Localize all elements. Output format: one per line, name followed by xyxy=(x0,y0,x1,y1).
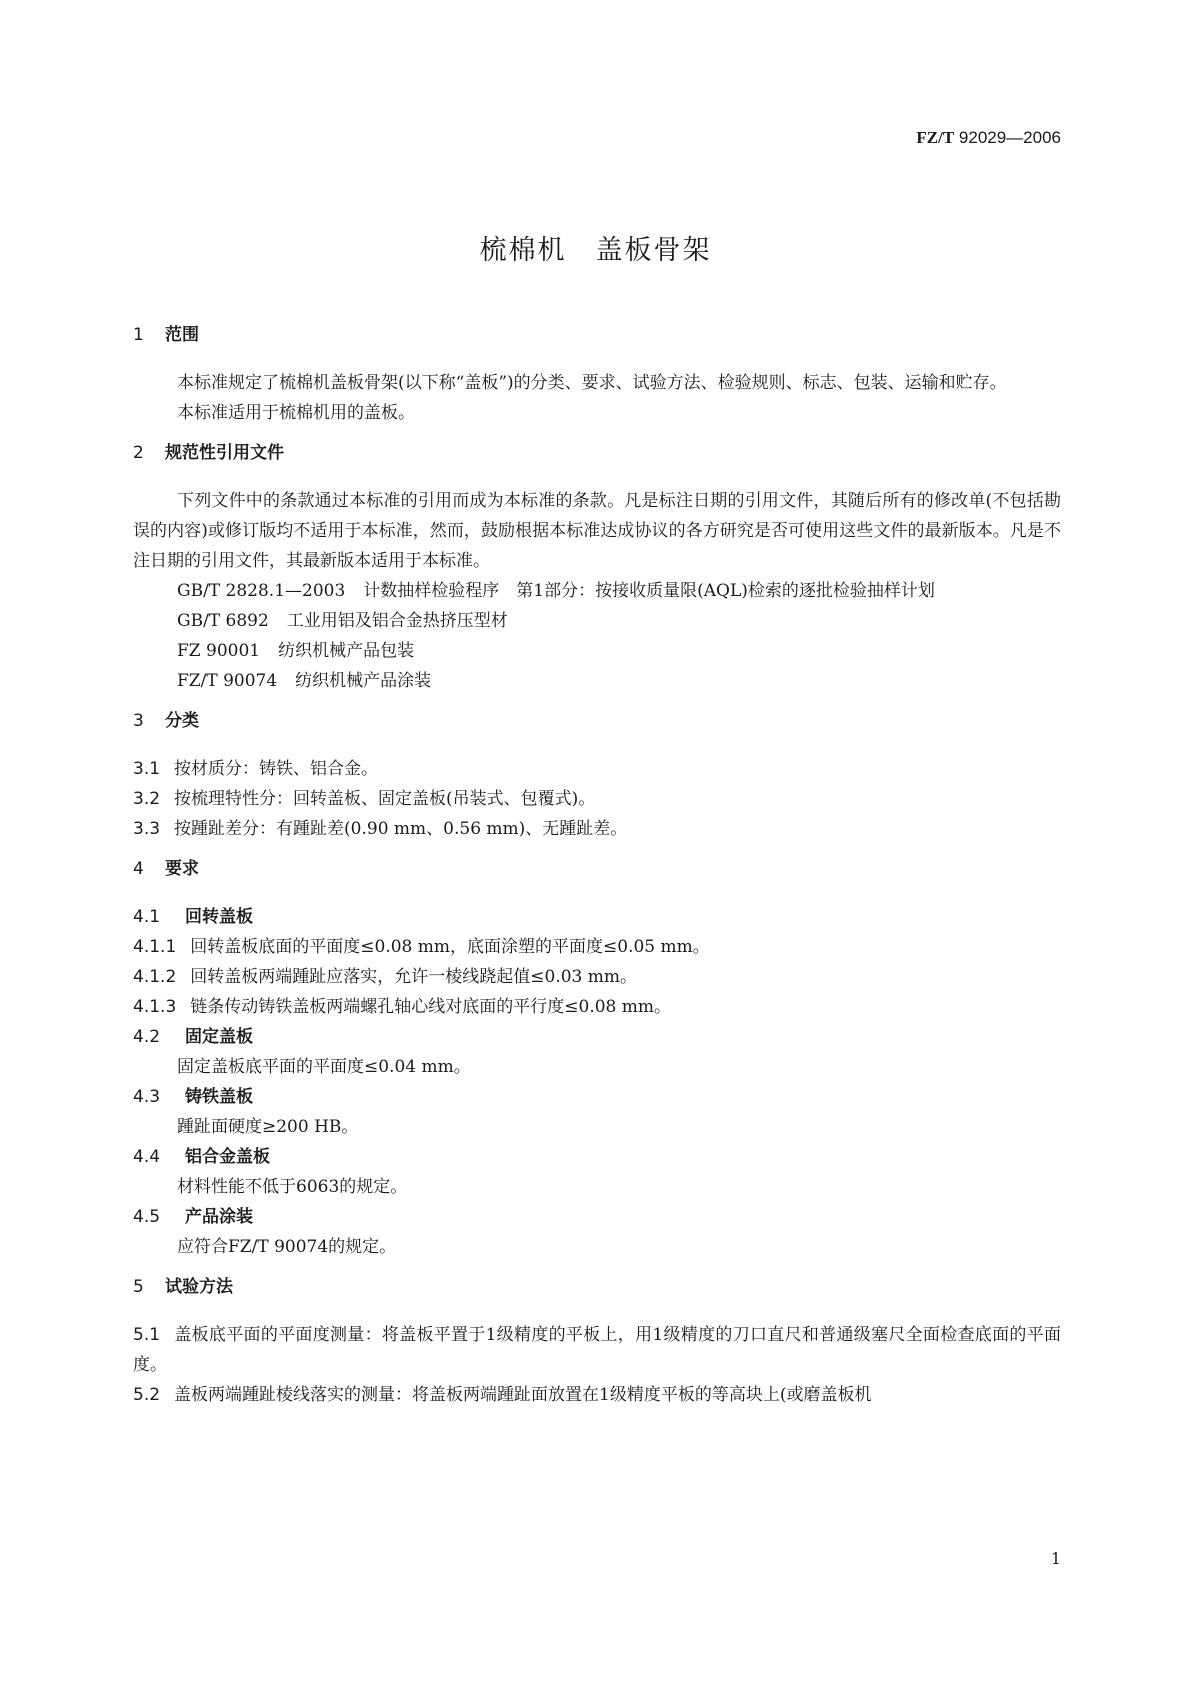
standard-number xyxy=(916,128,1061,148)
section-heading-3: 3 分类 xyxy=(133,711,199,731)
clause: 3.2 按梳理特性分：回转盖板、固定盖板(吊装式、包覆式)。 xyxy=(133,789,596,809)
clause: 4.1.3 链条传动铸铁盖板两端螺孔轴心线对底面的平行度≤0.08 mm。 xyxy=(133,997,672,1017)
clause: 3.3 按踵趾差分：有踵趾差(0.90 mm、0.56 mm)、无踵趾差。 xyxy=(133,819,628,839)
reference-item: FZ 90001 纺织机械产品包装 xyxy=(177,641,415,661)
clause: 4.1.1 回转盖板底面的平面度≤0.08 mm，底面涂塑的平面度≤0.05 mm。 xyxy=(133,937,710,957)
paragraph: 本标准规定了梳棉机盖板骨架(以下称“盖板”)的分类、要求、试验方法、检验规则、标志、包装、运输和贮存。 xyxy=(177,373,1007,393)
standard-code: 92029—2006 xyxy=(958,128,1061,147)
subsection-heading: 4.1 回转盖板 xyxy=(133,907,253,927)
subsection-heading: 4.4 铝合金盖板 xyxy=(133,1147,270,1167)
paragraph: 应符合FZ/T 90074的规定。 xyxy=(177,1237,397,1257)
paragraph: 材料性能不低于6063的规定。 xyxy=(177,1177,408,1197)
reference-item: GB/T 2828.1—2003 计数抽样检验程序 第1部分：按接收质量限(AQL)检索的逐批检验抽样计划 xyxy=(177,581,935,601)
clause: 5.2 盖板两端踵趾棱线落实的测量：将盖板两端踵趾面放置在1级精度平板的等高块上(或磨盖板机 xyxy=(133,1385,872,1405)
page-number: 1 xyxy=(1050,1549,1061,1568)
section-heading-4: 4 要求 xyxy=(133,859,199,879)
clause: 3.1 按材质分：铸铁、铝合金。 xyxy=(133,759,379,779)
section-heading-5: 5 试验方法 xyxy=(133,1277,233,1297)
standard-prefix: FZ/T xyxy=(916,128,955,147)
document-body xyxy=(133,320,1061,1410)
section-heading-1: 1 范围 xyxy=(133,325,199,345)
paragraph: 本标准适用于梳棉机用的盖板。 xyxy=(177,403,415,423)
subsection-heading: 4.2 固定盖板 xyxy=(133,1027,253,1047)
paragraph: 踵趾面硬度≥200 HB。 xyxy=(177,1117,359,1137)
subsection-heading: 4.5 产品涂装 xyxy=(133,1207,253,1227)
paragraph: 下列文件中的条款通过本标准的引用而成为本标准的条款。凡是标注日期的引用文件，其随后所有的修改单(不包括勘误的内容)或修订版均不适用于本标准，然而，鼓励根据本标准达成协议的各方研究是否可使用这些文件的最新版本。凡是不注日期的引用文件，其最新版本适用于本标准。 xyxy=(133,491,1061,571)
document-title: 梳棉机 盖板骨架 xyxy=(479,235,712,266)
reference-item: GB/T 6892 工业用铝及铝合金热挤压型材 xyxy=(177,611,508,631)
clause: 5.1 盖板底平面的平面度测量：将盖板平置于1级精度的平板上，用1级精度的刀口直尺和普通级塞尺全面检查底面的平面度。 xyxy=(133,1325,1061,1375)
section-heading-2: 2 规范性引用文件 xyxy=(133,443,284,463)
clause: 4.1.2 回转盖板两端踵趾应落实，允许一棱线跷起值≤0.03 mm。 xyxy=(133,967,638,987)
paragraph: 固定盖板底平面的平面度≤0.04 mm。 xyxy=(177,1057,471,1077)
reference-item: FZ/T 90074 纺织机械产品涂装 xyxy=(177,671,432,691)
subsection-heading: 4.3 铸铁盖板 xyxy=(133,1087,253,1107)
